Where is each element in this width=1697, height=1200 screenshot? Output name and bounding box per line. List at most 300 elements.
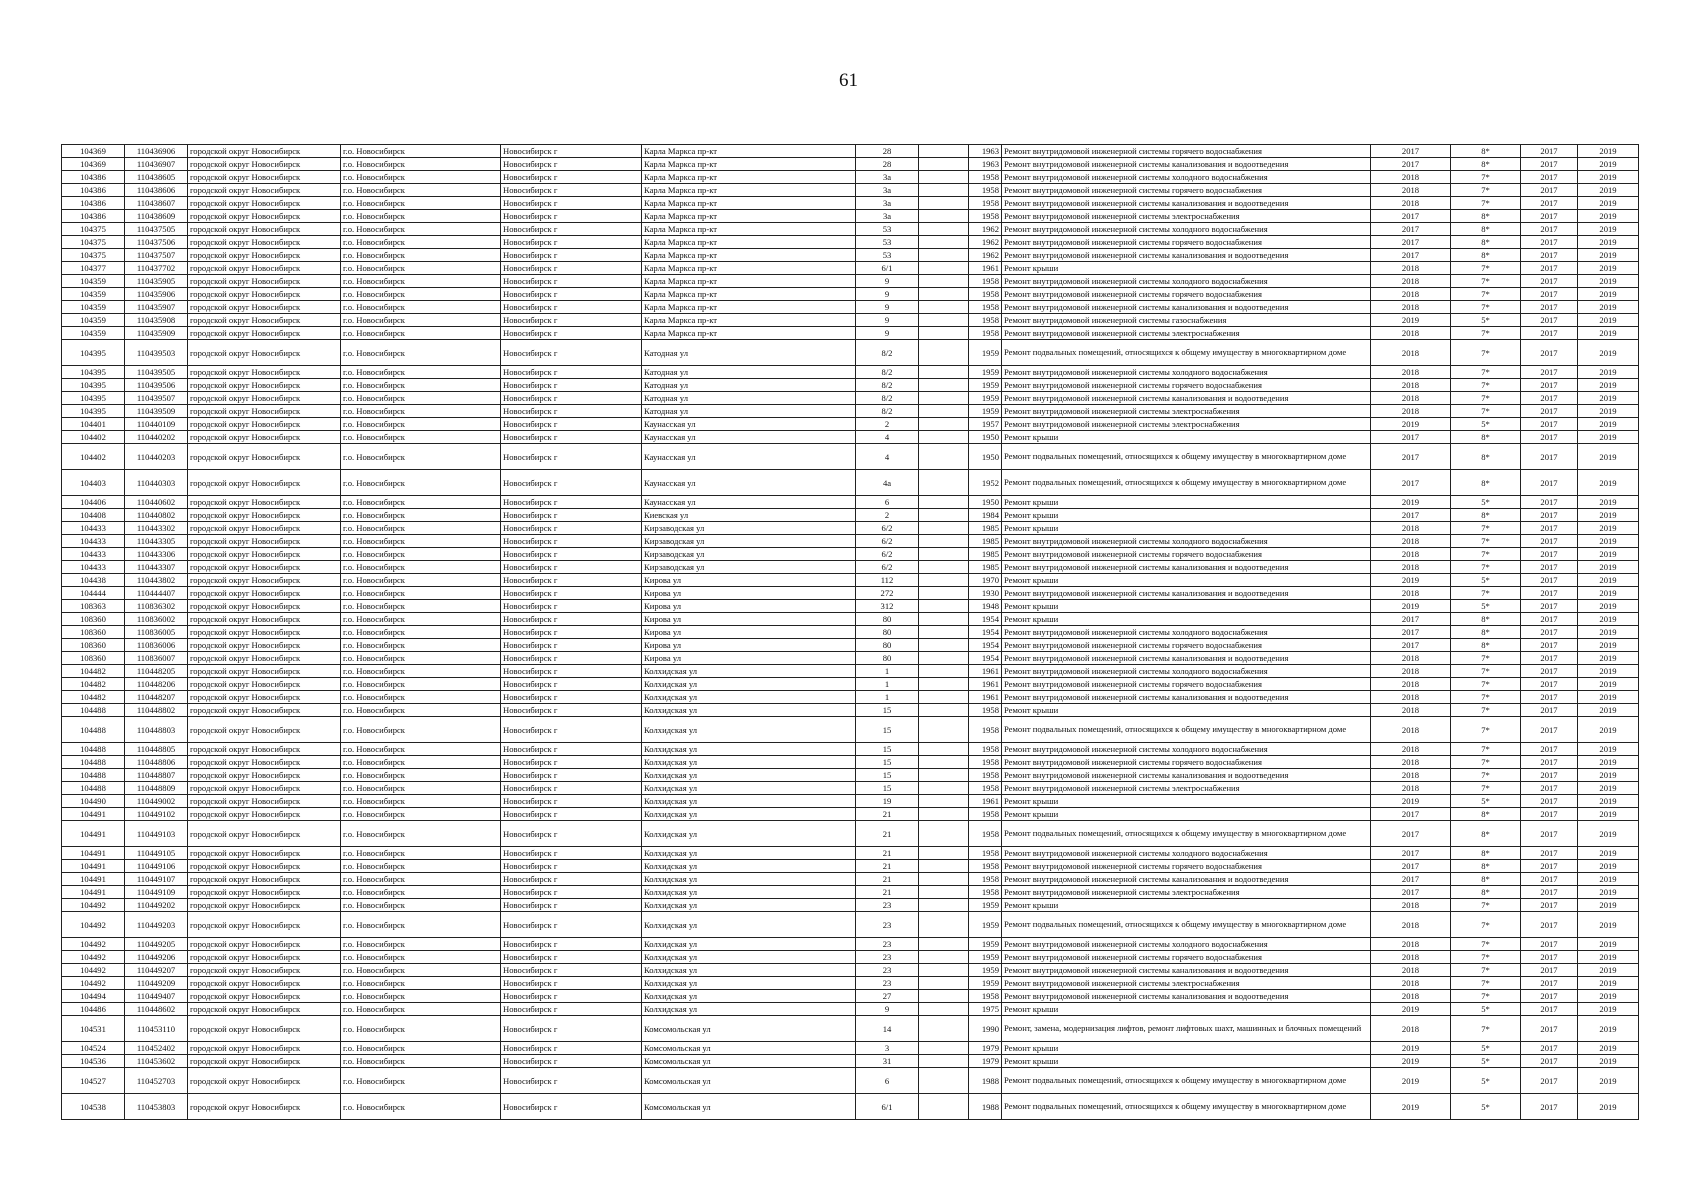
cell-plan-year: 2017	[1371, 444, 1451, 470]
cell-work-id: 110438605	[125, 171, 188, 184]
cell-work-id: 110449206	[125, 951, 188, 964]
cell-work-type: Ремонт внутридомовой инженерной системы горячего водоснабжения	[1002, 678, 1371, 691]
cell-settlement: г.о. Новосибирск	[341, 223, 501, 236]
cell-work-id: 110443302	[125, 522, 188, 535]
cell-object-id: 108360	[62, 626, 125, 639]
cell-period-start: 2017	[1521, 990, 1578, 1003]
cell-period-end: 2019	[1578, 418, 1639, 431]
cell-year-built: 1958	[969, 327, 1002, 340]
cell-plan-year: 2018	[1371, 704, 1451, 717]
cell-building	[919, 197, 969, 210]
cell-house-number: 19	[856, 795, 919, 808]
cell-house-number: 15	[856, 756, 919, 769]
cell-work-type: Ремонт внутридомовой инженерной системы канализования и водоотведения	[1002, 301, 1371, 314]
cell-municipality: городской округ Новосибирск	[188, 366, 341, 379]
cell-locality: Новосибирск г	[501, 145, 642, 158]
cell-settlement: г.о. Новосибирск	[341, 1094, 501, 1120]
cell-work-type: Ремонт внутридомовой инженерной системы горячего водоснабжения	[1002, 145, 1371, 158]
cell-building	[919, 548, 969, 561]
cell-year-built: 1959	[969, 977, 1002, 990]
cell-building	[919, 249, 969, 262]
cell-period-start: 2017	[1521, 873, 1578, 886]
cell-house-number: 15	[856, 743, 919, 756]
cell-plan-year: 2018	[1371, 912, 1451, 938]
cell-street: Колхидская ул	[642, 990, 856, 1003]
table-row	[62, 964, 1639, 977]
cell-period-start: 2017	[1521, 301, 1578, 314]
table-row	[62, 704, 1639, 717]
cell-settlement: г.о. Новосибирск	[341, 509, 501, 522]
cell-period-start: 2017	[1521, 808, 1578, 821]
cell-priority: 7*	[1451, 782, 1521, 795]
cell-municipality: городской округ Новосибирск	[188, 600, 341, 613]
cell-plan-year: 2017	[1371, 639, 1451, 652]
cell-plan-year: 2018	[1371, 756, 1451, 769]
cell-year-built: 1958	[969, 210, 1002, 223]
cell-year-built: 1958	[969, 704, 1002, 717]
cell-municipality: городской округ Новосибирск	[188, 275, 341, 288]
cell-locality: Новосибирск г	[501, 769, 642, 782]
cell-building	[919, 574, 969, 587]
cell-year-built: 1958	[969, 873, 1002, 886]
cell-building	[919, 613, 969, 626]
cell-street: Колхидская ул	[642, 1003, 856, 1016]
cell-year-built: 1948	[969, 600, 1002, 613]
cell-priority: 7*	[1451, 1016, 1521, 1042]
cell-year-built: 1963	[969, 158, 1002, 171]
cell-municipality: городской округ Новосибирск	[188, 249, 341, 262]
cell-building	[919, 470, 969, 496]
cell-period-end: 2019	[1578, 392, 1639, 405]
cell-municipality: городской округ Новосибирск	[188, 1068, 341, 1094]
cell-settlement: г.о. Новосибирск	[341, 847, 501, 860]
cell-period-start: 2017	[1521, 379, 1578, 392]
cell-work-id: 110436906	[125, 145, 188, 158]
cell-street: Катодная ул	[642, 340, 856, 366]
cell-year-built: 1959	[969, 405, 1002, 418]
cell-settlement: г.о. Новосибирск	[341, 522, 501, 535]
cell-municipality: городской округ Новосибирск	[188, 314, 341, 327]
cell-house-number: 1	[856, 678, 919, 691]
cell-work-id: 110439507	[125, 392, 188, 405]
cell-priority: 7*	[1451, 587, 1521, 600]
cell-house-number: 2	[856, 418, 919, 431]
cell-period-start: 2017	[1521, 964, 1578, 977]
cell-street: Колхидская ул	[642, 847, 856, 860]
cell-priority: 5*	[1451, 795, 1521, 808]
cell-plan-year: 2018	[1371, 301, 1451, 314]
cell-period-end: 2019	[1578, 197, 1639, 210]
cell-year-built: 1958	[969, 782, 1002, 795]
cell-period-start: 2017	[1521, 249, 1578, 262]
cell-municipality: городской округ Новосибирск	[188, 145, 341, 158]
cell-settlement: г.о. Новосибирск	[341, 418, 501, 431]
cell-period-end: 2019	[1578, 405, 1639, 418]
cell-object-id: 104359	[62, 301, 125, 314]
cell-work-id: 110435908	[125, 314, 188, 327]
cell-period-end: 2019	[1578, 574, 1639, 587]
cell-period-end: 2019	[1578, 444, 1639, 470]
cell-object-id: 104386	[62, 184, 125, 197]
table-row	[62, 522, 1639, 535]
cell-settlement: г.о. Новосибирск	[341, 379, 501, 392]
cell-plan-year: 2018	[1371, 964, 1451, 977]
cell-building	[919, 522, 969, 535]
cell-period-start: 2017	[1521, 1003, 1578, 1016]
cell-object-id: 104490	[62, 795, 125, 808]
cell-period-end: 2019	[1578, 548, 1639, 561]
cell-locality: Новосибирск г	[501, 262, 642, 275]
cell-locality: Новосибирск г	[501, 158, 642, 171]
cell-locality: Новосибирск г	[501, 444, 642, 470]
cell-year-built: 1985	[969, 535, 1002, 548]
table-row	[62, 171, 1639, 184]
cell-street: Колхидская ул	[642, 756, 856, 769]
table-row	[62, 431, 1639, 444]
cell-work-id: 110437505	[125, 223, 188, 236]
table-row	[62, 899, 1639, 912]
cell-building	[919, 600, 969, 613]
cell-locality: Новосибирск г	[501, 548, 642, 561]
cell-period-start: 2017	[1521, 587, 1578, 600]
cell-period-end: 2019	[1578, 535, 1639, 548]
cell-object-id: 104491	[62, 847, 125, 860]
cell-house-number: 53	[856, 223, 919, 236]
cell-work-id: 110448803	[125, 717, 188, 743]
cell-year-built: 1985	[969, 548, 1002, 561]
cell-period-start: 2017	[1521, 652, 1578, 665]
cell-work-id: 110443306	[125, 548, 188, 561]
cell-priority: 7*	[1451, 340, 1521, 366]
cell-house-number: 15	[856, 769, 919, 782]
cell-municipality: городской округ Новосибирск	[188, 652, 341, 665]
cell-object-id: 104395	[62, 392, 125, 405]
cell-building	[919, 210, 969, 223]
cell-period-end: 2019	[1578, 990, 1639, 1003]
cell-object-id: 104395	[62, 379, 125, 392]
cell-building	[919, 1042, 969, 1055]
cell-period-start: 2017	[1521, 821, 1578, 847]
cell-period-end: 2019	[1578, 587, 1639, 600]
cell-street: Кирова ул	[642, 587, 856, 600]
cell-work-type: Ремонт внутридомовой инженерной системы канализования и водоотведения	[1002, 964, 1371, 977]
cell-period-end: 2019	[1578, 886, 1639, 899]
cell-object-id: 104386	[62, 197, 125, 210]
cell-house-number: 9	[856, 301, 919, 314]
cell-building	[919, 782, 969, 795]
cell-period-end: 2019	[1578, 704, 1639, 717]
cell-settlement: г.о. Новосибирск	[341, 1068, 501, 1094]
cell-period-start: 2017	[1521, 236, 1578, 249]
cell-street: Кирзаводская ул	[642, 535, 856, 548]
cell-work-id: 110452703	[125, 1068, 188, 1094]
cell-street: Карла Маркса пр-кт	[642, 184, 856, 197]
cell-building	[919, 340, 969, 366]
cell-object-id: 104492	[62, 977, 125, 990]
cell-work-type: Ремонт внутридомовой инженерной системы канализования и водоотведения	[1002, 990, 1371, 1003]
cell-work-type: Ремонт внутридомовой инженерной системы канализования и водоотведения	[1002, 197, 1371, 210]
cell-period-start: 2017	[1521, 977, 1578, 990]
cell-year-built: 1958	[969, 990, 1002, 1003]
cell-building	[919, 626, 969, 639]
table-row	[62, 769, 1639, 782]
cell-work-id: 110437702	[125, 262, 188, 275]
cell-priority: 7*	[1451, 899, 1521, 912]
cell-year-built: 1954	[969, 639, 1002, 652]
cell-locality: Новосибирск г	[501, 652, 642, 665]
cell-building	[919, 769, 969, 782]
cell-work-type: Ремонт внутридомовой инженерной системы горячего водоснабжения	[1002, 860, 1371, 873]
cell-locality: Новосибирск г	[501, 782, 642, 795]
cell-locality: Новосибирск г	[501, 197, 642, 210]
cell-settlement: г.о. Новосибирск	[341, 964, 501, 977]
cell-year-built: 1958	[969, 275, 1002, 288]
cell-priority: 7*	[1451, 743, 1521, 756]
cell-plan-year: 2018	[1371, 938, 1451, 951]
cell-plan-year: 2018	[1371, 262, 1451, 275]
cell-object-id: 104494	[62, 990, 125, 1003]
cell-municipality: городской округ Новосибирск	[188, 340, 341, 366]
table-row	[62, 249, 1639, 262]
cell-building	[919, 795, 969, 808]
cell-municipality: городской округ Новосибирск	[188, 860, 341, 873]
cell-object-id: 104433	[62, 561, 125, 574]
cell-work-id: 110448805	[125, 743, 188, 756]
table-row	[62, 197, 1639, 210]
cell-period-end: 2019	[1578, 561, 1639, 574]
cell-work-type: Ремонт крыши	[1002, 509, 1371, 522]
cell-work-id: 110448602	[125, 1003, 188, 1016]
cell-settlement: г.о. Новосибирск	[341, 314, 501, 327]
cell-street: Колхидская ул	[642, 821, 856, 847]
cell-house-number: 9	[856, 327, 919, 340]
cell-object-id: 104527	[62, 1068, 125, 1094]
cell-street: Кирова ул	[642, 639, 856, 652]
table-row	[62, 444, 1639, 470]
cell-plan-year: 2017	[1371, 860, 1451, 873]
cell-object-id: 104395	[62, 366, 125, 379]
cell-year-built: 1958	[969, 717, 1002, 743]
cell-work-id: 110438609	[125, 210, 188, 223]
cell-municipality: городской округ Новосибирск	[188, 899, 341, 912]
cell-year-built: 1963	[969, 145, 1002, 158]
cell-street: Колхидская ул	[642, 704, 856, 717]
cell-locality: Новосибирск г	[501, 626, 642, 639]
cell-work-type: Ремонт подвальных помещений, относящихся к общему имуществу в многоквартирном доме	[1002, 470, 1371, 496]
cell-settlement: г.о. Новосибирск	[341, 548, 501, 561]
cell-municipality: городской округ Новосибирск	[188, 535, 341, 548]
cell-object-id: 104433	[62, 522, 125, 535]
cell-building	[919, 899, 969, 912]
cell-municipality: городской округ Новосибирск	[188, 587, 341, 600]
cell-year-built: 1958	[969, 886, 1002, 899]
cell-house-number: 28	[856, 145, 919, 158]
cell-street: Карла Маркса пр-кт	[642, 236, 856, 249]
cell-year-built: 1950	[969, 444, 1002, 470]
cell-plan-year: 2018	[1371, 522, 1451, 535]
cell-house-number: 272	[856, 587, 919, 600]
cell-street: Колхидская ул	[642, 860, 856, 873]
cell-building	[919, 496, 969, 509]
cell-settlement: г.о. Новосибирск	[341, 288, 501, 301]
cell-work-id: 110439509	[125, 405, 188, 418]
cell-building	[919, 1068, 969, 1094]
cell-building	[919, 223, 969, 236]
cell-municipality: городской округ Новосибирск	[188, 691, 341, 704]
cell-municipality: городской округ Новосибирск	[188, 470, 341, 496]
cell-settlement: г.о. Новосибирск	[341, 1055, 501, 1068]
cell-locality: Новосибирск г	[501, 470, 642, 496]
cell-plan-year: 2017	[1371, 158, 1451, 171]
cell-house-number: 21	[856, 886, 919, 899]
cell-year-built: 1958	[969, 821, 1002, 847]
cell-period-start: 2017	[1521, 795, 1578, 808]
cell-work-id: 110449002	[125, 795, 188, 808]
cell-locality: Новосибирск г	[501, 1016, 642, 1042]
cell-plan-year: 2017	[1371, 873, 1451, 886]
cell-period-end: 2019	[1578, 821, 1639, 847]
cell-street: Кирзаводская ул	[642, 548, 856, 561]
cell-street: Колхидская ул	[642, 873, 856, 886]
cell-period-end: 2019	[1578, 1094, 1639, 1120]
cell-street: Карла Маркса пр-кт	[642, 145, 856, 158]
cell-year-built: 1950	[969, 496, 1002, 509]
cell-house-number: 9	[856, 314, 919, 327]
cell-street: Комсомольская ул	[642, 1055, 856, 1068]
cell-period-start: 2017	[1521, 145, 1578, 158]
cell-building	[919, 288, 969, 301]
cell-plan-year: 2019	[1371, 418, 1451, 431]
cell-year-built: 1962	[969, 236, 1002, 249]
cell-municipality: городской округ Новосибирск	[188, 288, 341, 301]
cell-locality: Новосибирск г	[501, 704, 642, 717]
cell-work-type: Ремонт внутридомовой инженерной системы горячего водоснабжения	[1002, 756, 1371, 769]
cell-priority: 8*	[1451, 236, 1521, 249]
cell-street: Карла Маркса пр-кт	[642, 288, 856, 301]
cell-priority: 5*	[1451, 314, 1521, 327]
cell-house-number: 27	[856, 990, 919, 1003]
cell-priority: 7*	[1451, 951, 1521, 964]
cell-period-start: 2017	[1521, 1055, 1578, 1068]
cell-house-number: 9	[856, 288, 919, 301]
table-row	[62, 145, 1639, 158]
cell-plan-year: 2018	[1371, 652, 1451, 665]
cell-municipality: городской округ Новосибирск	[188, 613, 341, 626]
cell-municipality: городской округ Новосибирск	[188, 327, 341, 340]
cell-work-type: Ремонт внутридомовой инженерной системы электроснабжения	[1002, 405, 1371, 418]
cell-year-built: 1961	[969, 665, 1002, 678]
cell-settlement: г.о. Новосибирск	[341, 574, 501, 587]
cell-street: Каунасская ул	[642, 470, 856, 496]
cell-work-id: 110436907	[125, 158, 188, 171]
cell-settlement: г.о. Новосибирск	[341, 210, 501, 223]
cell-period-start: 2017	[1521, 158, 1578, 171]
table-row	[62, 587, 1639, 600]
cell-street: Колхидская ул	[642, 964, 856, 977]
cell-plan-year: 2018	[1371, 392, 1451, 405]
table-row	[62, 1042, 1639, 1055]
cell-year-built: 1950	[969, 431, 1002, 444]
cell-building	[919, 756, 969, 769]
table-row	[62, 743, 1639, 756]
cell-plan-year: 2017	[1371, 249, 1451, 262]
cell-priority: 7*	[1451, 405, 1521, 418]
cell-settlement: г.о. Новосибирск	[341, 613, 501, 626]
cell-object-id: 104359	[62, 327, 125, 340]
cell-year-built: 1958	[969, 860, 1002, 873]
cell-municipality: городской округ Новосибирск	[188, 704, 341, 717]
cell-settlement: г.о. Новосибирск	[341, 717, 501, 743]
cell-priority: 7*	[1451, 535, 1521, 548]
cell-settlement: г.о. Новосибирск	[341, 496, 501, 509]
cell-period-end: 2019	[1578, 600, 1639, 613]
cell-work-id: 110448806	[125, 756, 188, 769]
cell-settlement: г.о. Новосибирск	[341, 860, 501, 873]
table-row	[62, 600, 1639, 613]
cell-building	[919, 873, 969, 886]
cell-building	[919, 535, 969, 548]
table-row	[62, 795, 1639, 808]
cell-locality: Новосибирск г	[501, 379, 642, 392]
cell-object-id: 104482	[62, 678, 125, 691]
cell-work-type: Ремонт крыши	[1002, 1055, 1371, 1068]
cell-work-type: Ремонт крыши	[1002, 795, 1371, 808]
cell-work-id: 110449207	[125, 964, 188, 977]
cell-locality: Новосибирск г	[501, 743, 642, 756]
cell-building	[919, 301, 969, 314]
cell-object-id: 104482	[62, 691, 125, 704]
cell-work-type: Ремонт подвальных помещений, относящихся к общему имуществу в многоквартирном доме	[1002, 717, 1371, 743]
cell-settlement: г.о. Новосибирск	[341, 704, 501, 717]
cell-house-number: 23	[856, 899, 919, 912]
cell-municipality: городской округ Новосибирск	[188, 717, 341, 743]
cell-year-built: 1975	[969, 1003, 1002, 1016]
cell-period-start: 2017	[1521, 366, 1578, 379]
cell-settlement: г.о. Новосибирск	[341, 743, 501, 756]
cell-period-start: 2017	[1521, 522, 1578, 535]
cell-street: Карла Маркса пр-кт	[642, 223, 856, 236]
cell-settlement: г.о. Новосибирск	[341, 158, 501, 171]
cell-street: Карла Маркса пр-кт	[642, 275, 856, 288]
table-row	[62, 990, 1639, 1003]
cell-building	[919, 886, 969, 899]
cell-period-start: 2017	[1521, 184, 1578, 197]
cell-period-end: 2019	[1578, 847, 1639, 860]
cell-period-end: 2019	[1578, 977, 1639, 990]
cell-street: Колхидская ул	[642, 717, 856, 743]
cell-year-built: 1961	[969, 678, 1002, 691]
table-row	[62, 639, 1639, 652]
cell-street: Каунасская ул	[642, 444, 856, 470]
cell-priority: 7*	[1451, 327, 1521, 340]
cell-period-start: 2017	[1521, 262, 1578, 275]
cell-settlement: г.о. Новосибирск	[341, 977, 501, 990]
table-row	[62, 509, 1639, 522]
cell-priority: 5*	[1451, 418, 1521, 431]
cell-locality: Новосибирск г	[501, 366, 642, 379]
cell-object-id: 104401	[62, 418, 125, 431]
cell-municipality: городской округ Новосибирск	[188, 522, 341, 535]
cell-locality: Новосибирск г	[501, 522, 642, 535]
cell-house-number: 6	[856, 496, 919, 509]
table-row	[62, 561, 1639, 574]
cell-house-number: 53	[856, 249, 919, 262]
cell-work-id: 110439506	[125, 379, 188, 392]
cell-building	[919, 691, 969, 704]
cell-year-built: 1959	[969, 392, 1002, 405]
cell-municipality: городской округ Новосибирск	[188, 626, 341, 639]
cell-priority: 7*	[1451, 756, 1521, 769]
